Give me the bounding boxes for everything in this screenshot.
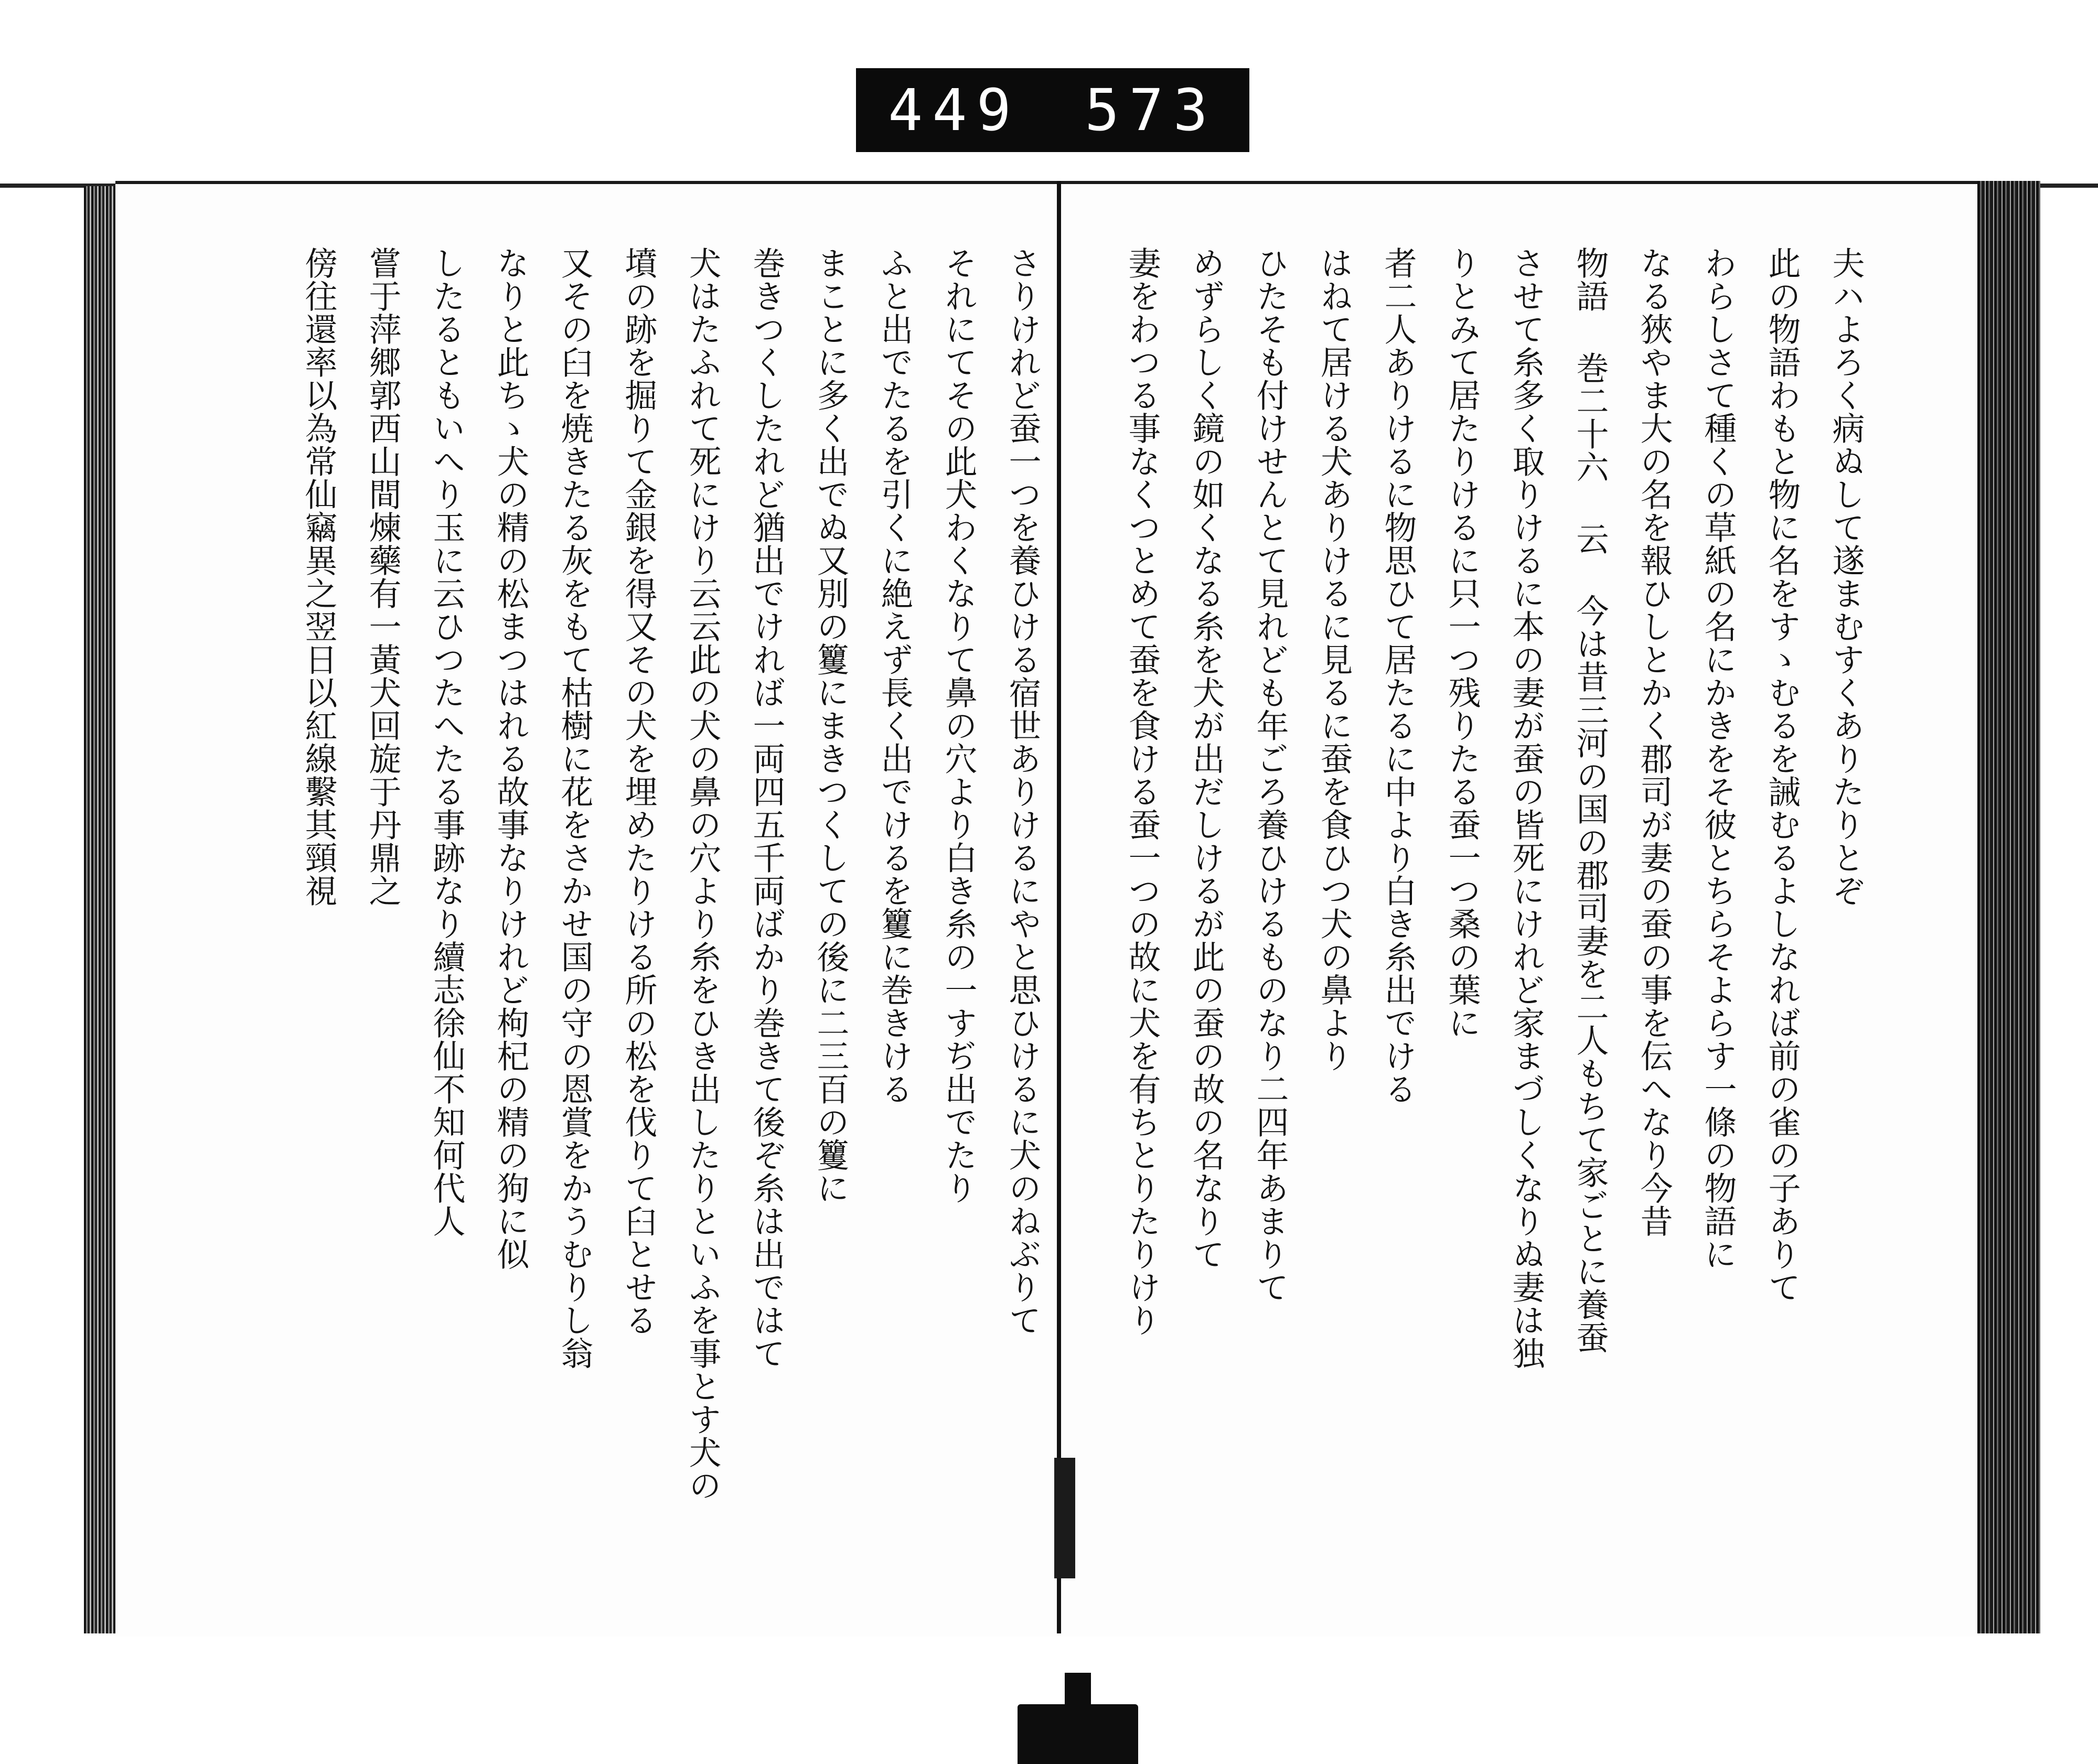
frame-number-label bbox=[856, 68, 1249, 152]
book-edge-left bbox=[84, 186, 115, 1633]
text-column: したるともいへり玉に云ひつたへたる事跡なり續志徐仙不知何代人 bbox=[427, 246, 466, 1238]
text-column: さりけれど蚕一つを養ひける宿世ありけるにやと思ひけるに犬のねぶりて bbox=[1003, 246, 1042, 1337]
text-column: 物語 巻二十六 云 今は昔三河の国の郡司妻を二人もちて家ごとに養蚕 bbox=[1571, 246, 1609, 1354]
book-clip bbox=[1018, 1704, 1138, 1764]
text-column: なりと此ちゝ犬の精の松まつはれる故事なりけれど枸杞の精の狗に似 bbox=[491, 246, 530, 1271]
text-column: 此の物語わもと物に名をすゝむるを誡むるよしなれば前の雀の子ありて bbox=[1763, 246, 1801, 1304]
text-column: それにてその此犬わくなりて鼻の穴より白き糸の一すぢ出でたり bbox=[939, 246, 978, 1204]
left-page-text bbox=[157, 246, 1054, 1584]
text-column: 者二人ありけるに物思ひて居たるに中より白き糸出でける bbox=[1379, 246, 1417, 1105]
text-column: ひたそも付けせんとて見れども年ごろ養ひけるものなり二四年あまりて bbox=[1251, 246, 1289, 1304]
text-column: まことに多く出でぬ又別の籰にまきつくしての後に二三百の籰に bbox=[811, 246, 850, 1204]
spine-stamp bbox=[1054, 1458, 1075, 1578]
text-column: なる狹やま大の名を報ひしとかく郡司が妻の蚕の事を伝へなり今昔 bbox=[1635, 246, 1673, 1238]
text-column: 墳の跡を掘りて金銀を得又その犬を埋めたりける所の松を伐りて臼とせる bbox=[619, 246, 658, 1337]
text-column: 妻をわつる事なくつとめて蚕を食ける蚕一つの故に犬を有ちとりたりけり bbox=[1123, 246, 1161, 1337]
book-gutter bbox=[1057, 181, 1061, 1633]
text-column: 又その臼を焼きたる灰をもて枯樹に花をさかせ国の守の恩賞をかうむりし翁 bbox=[555, 246, 594, 1370]
right-page-text bbox=[1075, 246, 1878, 1584]
text-column: わらしさて種くの草紙の名にかきをそ彼とちらそよらす一條の物語に bbox=[1699, 246, 1737, 1271]
text-column: 嘗于萍郷郭西山間煉藥有一黃犬回旋于丹鼎之 bbox=[363, 246, 402, 907]
frame-number-right: 573 bbox=[1085, 77, 1217, 144]
text-column: りとみて居たりけるに只一つ残りたる蚕一つ桑の葉に bbox=[1443, 246, 1481, 1039]
text-column: させて糸多く取りけるに本の妻が蚕の皆死にけれど家まづしくなりぬ妻は独 bbox=[1507, 246, 1545, 1370]
text-column: 夫ハよろく病ぬして遂まむすくありたりとぞ bbox=[1827, 246, 1865, 907]
book-edge-right bbox=[1977, 181, 2040, 1633]
text-column: ふと出でたるを引くに絶えず長く出でけるを籰に巻きける bbox=[875, 246, 914, 1105]
text-column: 巻きつくしたれど猶出でければ一両四五千両ばかり巻きて後ぞ糸は出ではて bbox=[747, 246, 786, 1370]
text-column: めずらしく鏡の如くなる糸を犬が出だしけるが此の蚕の故の名なりて bbox=[1187, 246, 1225, 1271]
text-column: 傍往還率以為常仙竊異之翌日以紅線繫其頸視 bbox=[299, 246, 338, 907]
text-column: 犬はたふれて死にけり云云此の犬の鼻の穴より糸をひき出したりといふを事とす犬の bbox=[683, 246, 722, 1502]
frame-number-left: 449 bbox=[888, 77, 1021, 144]
text-column: はねて居ける犬ありけるに見るに蚕を食ひつ犬の鼻より bbox=[1315, 246, 1353, 1072]
